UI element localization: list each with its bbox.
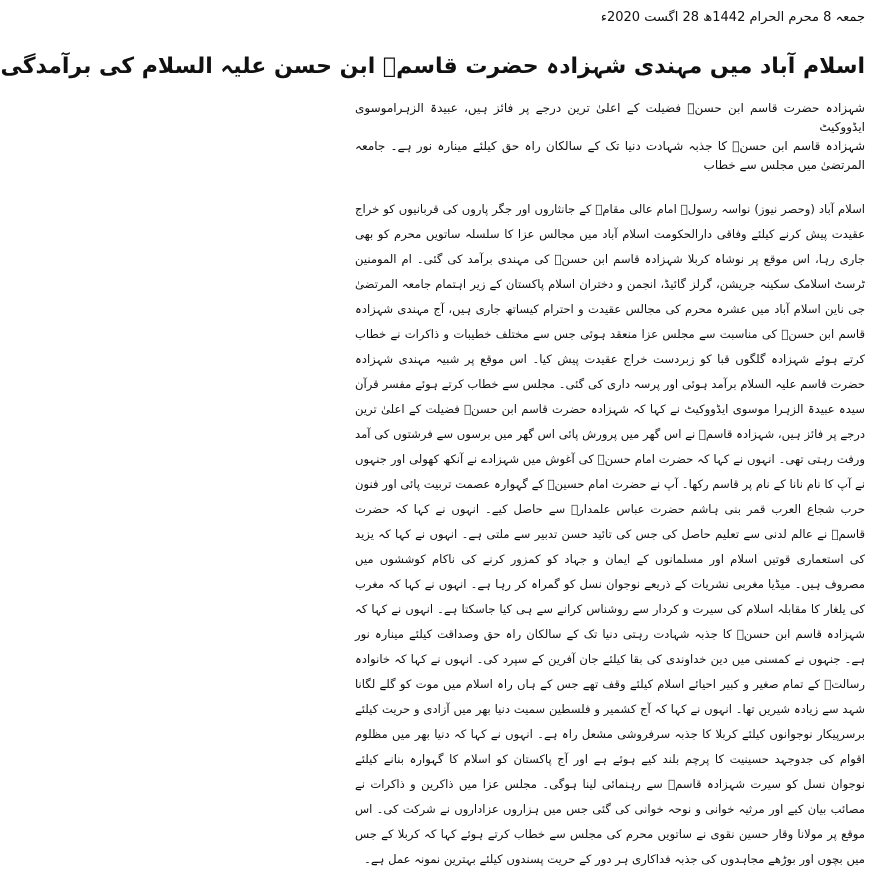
article-text: نواسہ رسولؐ امام عالی مقامؑ کے جانثاروں اور جگر پاروں کی قربانیوں کو خراج عقیدت پیش کرنے کیلئے وفاقی دارالحکومت اسلام آباد میں مجالس عزا کا سلسلہ ساتویں محرم کو بھی جاری رہا، اس موقع پر نوشاہ کربلا شہزادہ قاسم ابن حسنؑ کی مہندی برآمد کی گئی۔ ام المومنین ٹرسٹ اسلامک سکینہ جریشن، گرلز گائیڈ، انجمن و دختران اسلام پاکستان کے زیر اہتمام جامعہ المرتضیٰ جی ناین اسلام آباد میں عشرہ محرم کی مجالس عقیدت و احترام کیساتھ جاری ہیں، آج مہندی شہزادہ قاسم ابن حسنؑ کی مناسبت سے مجلس عزا منعقد ہوئی جس سے مختلف خطیبات و ذاکرات نے خطاب کرتے ہوئے شہزادہ گلگوں قبا کو زبردست خراج عقیدت پیش کیا۔ اس موقع پر شبیہ مہندی شہزادہ حضرت قاسم علیہ السلام برآمد ہوئی اور پرسہ داری کی گئی۔ مجلس سے خطاب کرتے ہوئے مفسر قرآن سیدہ عبیدۃ الزہرا موسوی ایڈووکیٹ نے کہا کہ شہزادہ حضرت قاسم ابن حسنؑ فضیلت کے اعلیٰ ترین درجے پر فائز ہیں، شہزادہ قاسمؑ نے اس گھر میں پرورش پائی اس گھر میں برسوں سے فرشتوں کی آمد ورفت رہتی تھی۔ انہوں نے کہا کہ حضرت امام حسنؑ کی آغوش میں شہزادے نے آنکھ کھولی اور جنہوں نے آپ کا نام نانا کے نام پر قاسم رکھا۔ آپ نے حضرت امام حسینؑ کے گہوارہ عصمت تربیت پائی اور فنون حرب شجاع العرب قمر بنی ہاشم حضرت عباس علمدارؑ سے حاصل کیے۔ انہوں نے کہا کہ حضرت قاسمؑ نے عالم لدنی سے تعلیم حاصل کی جس کی تائید حسن تدبیر سے ملتی ہے۔ انہوں نے کہا کہ یزید کی استعماری قوتیں اسلام اور مسلمانوں کے ایمان و جہاد کو کمزور کرنے کی ناکام کوششوں میں مصروف ہیں۔ میڈیا مغربی نشریات کے ذریعے نوجوان نسل کو گمراہ کر رہا ہے۔ انہوں نے کہا کہ مغرب کی یلغار کا مقابلہ اسلام کی سیرت و کردار سے روشناس کرانے سے ہی کیا جاسکتا ہے۔ انہوں نے کہا کہ شہزادہ قاسم ابن حسنؑ کا جذبہ شہادت رہتی دنیا تک کے سالکان راہ حق وصداقت کیلئے مینارہ نور ہے۔ جنہوں نے کمسنی میں دین خداوندی کی بقا کیلئے جان آفرین کے سپرد کی۔ انہوں نے کہا کہ خانوادہ رسالتؐ کے تمام صغیر و کبیر احیائے اسلام کیلئے وقف تھے جس کے ہاں راہ اسلام میں موت کو گلے لگانا شہد سے زیادہ شیریں تھا۔ انہوں نے کہا کہ آج کشمیر و فلسطین سمیت دنیا بھر میں آزادی و حریت کیلئے برسرپیکار نوجوانوں کیلئے کربلا کا جذبہ سرفروشی مشعل راہ ہے۔ انہوں نے کہا کہ دنیا بھر میں مظلوم اقوام کی جدوجہد حسینیت کا پرچم بلند کیے ہوئے ہے اور آج پاکستان کو اسلام کا گہوارہ بنانے کیلئے نوجوان نسل کو سیرت شہزادہ قاسمؑ سے رہنمائی لینا ہوگی۔ مجلس عزا میں ذاکرین و ذاکرات نے مصائب بیان کیے اور مرثیہ خوانی و نوحہ خوانی کی گئی جس میں ہزاروں عزاداروں نے شرکت کی۔ اس موقع پر مولانا وقار حسین نقوی نے ساتویں محرم کی مجلس سے خطاب کرتے ہوئے کہا کہ کربلا کے جس میں بچوں اور بوڑھے مجاہدوں کی جذبہ فداکاری ہر دور کے حریت پسندوں کیلئے بہترین نمونہ عمل ہے۔ xyxy=(355,201,865,866)
article-source: (وحصر نیوز) xyxy=(754,201,815,216)
article-paragraph xyxy=(355,197,865,872)
subheadline-line-2: شہزادہ قاسم ابن حسنؑ کا جذبہ شہادت دنیا تک کے سالکان راہ حق کیلئے مینارہ نور ہے۔ جامعہ المرتضیٰ میں مجلس سے خطاب xyxy=(355,138,865,172)
subheadline-block xyxy=(355,99,865,175)
article-dateline-place: اسلام آباد xyxy=(818,201,866,216)
article-body xyxy=(355,197,865,872)
headline: اسلام آباد میں مہندی شہزادہ حضرت قاسمؑ ابن حسن علیہ السلام کی برآمدگی xyxy=(0,54,865,79)
dateline: جمعہ 8 محرم الحرام 1442ھ 28 اگست 2020ء xyxy=(600,10,865,25)
subheadline-line-1: شہزادہ حضرت قاسم ابن حسنؑ فضیلت کے اعلیٰ ترین درجے پر فائز ہیں، عبیدۃ الزہراموسوی ایڈووکیٹ xyxy=(355,100,865,134)
